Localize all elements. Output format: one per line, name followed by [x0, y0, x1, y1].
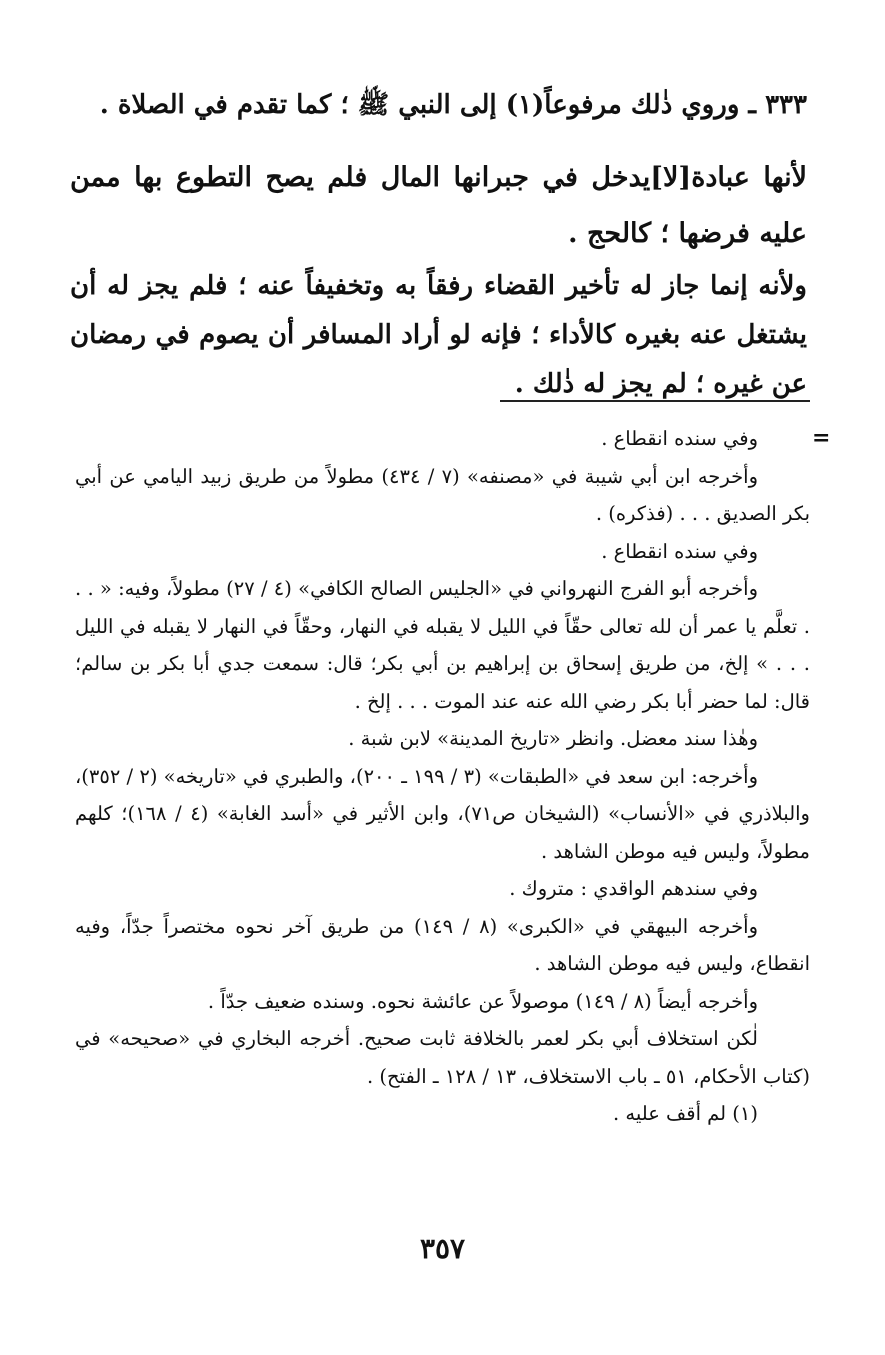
footnote-separator	[500, 400, 810, 402]
main-paragraph-2: ولأنه إنما جاز له تأخير القضاء رفقاً به وتخفيفاً عنه ؛ فلم يجز له أن يشتغل عنه بغيره كالأداء ؛ فإنه لو أراد المسافر أن يصوم في رمضان عن غيره ؛ لم يجز له ذٰلك .	[70, 271, 807, 399]
footnote-paragraph: لٰكن استخلاف أبي بكر لعمر بالخلافة ثابت صحيح. أخرجه البخاري في «صحيحه» في (كتاب الأحكام، ٥١ ـ باب الاستخلاف، ١٣ / ١٢٨ ـ الفتح) .	[75, 1027, 810, 1088]
issue-heading: ٣٣٣ ـ وروي ذٰلك مرفوعاً(١) إلى النبي ﷺ ؛ كما تقدم في الصلاة .	[99, 90, 807, 120]
continuation-mark: =	[812, 425, 831, 451]
footnote-paragraph: وأخرجه أيضاً (٨ / ١٤٩) موصولاً عن عائشة نحوه. وسنده ضعيف جدّاً .	[207, 989, 758, 1013]
footnote-paragraph: وأخرجه أبو الفرج النهرواني في «الجليس الصالح الكافي» (٤ / ٢٧) مطولاً، وفيه: « . . . تعلَّم يا عمر أن لله تعالى حقّاً في الليل لا يقبله في النهار، وحقّاً في النهار لا يقبله في الليل . . . » إلخ، من طريق إسحاق بن إبراهيم بن أبي بكر؛ قال: سمعت جدي أبا بكر بن سالم؛ قال: لما حضر أبا بكر رضي الله عنه عند الموت . . . إلخ .	[75, 577, 810, 713]
footnote-paragraph: وفي سنده انقطاع .	[601, 427, 758, 450]
footnote-paragraph: وأخرجه: ابن سعد في «الطبقات» (٣ / ١٩٩ ـ ٢٠٠)، والطبري في «تاريخه» (٢ / ٣٥٢)، والبلاذري في «الأنساب» (الشيخان ص٧١)، وابن الأثير في «أسد الغابة» (٤ / ١٦٨)؛ كلهم مطولاً، وليس فيه موطن الشاهد .	[75, 764, 810, 863]
footnote-paragraph: وفي سندهم الواقدي : متروك .	[509, 877, 758, 900]
footnote-paragraph: وأخرجه ابن أبي شيبة في «مصنفه» (٧ / ٤٣٤) مطولاً من طريق زبيد اليامي عن أبي بكر الصديق . . . (فذكره) .	[75, 464, 810, 525]
footnote-paragraph: وفي سنده انقطاع .	[601, 539, 758, 563]
footnotes	[75, 420, 810, 1133]
page-number: ٣٥٧	[419, 1232, 466, 1265]
footnote-paragraph: وأخرجه البيهقي في «الكبرى» (٨ / ١٤٩) من طريق آخر نحوه مختصراً جدّاً، وفيه انقطاع، وليس فيه موطن الشاهد .	[75, 914, 810, 975]
main-paragraph-1: لأنها عبادة[لا]يدخل في جبرانها المال فلم يصح التطوع بها ممن عليه فرضها ؛ كالحج .	[70, 162, 807, 249]
footnote-own: (١) لم أقف عليه .	[613, 1102, 758, 1125]
footnote-paragraph: وهٰذا سند معضل. وانظر «تاريخ المدينة» لابن شبة .	[348, 727, 758, 750]
